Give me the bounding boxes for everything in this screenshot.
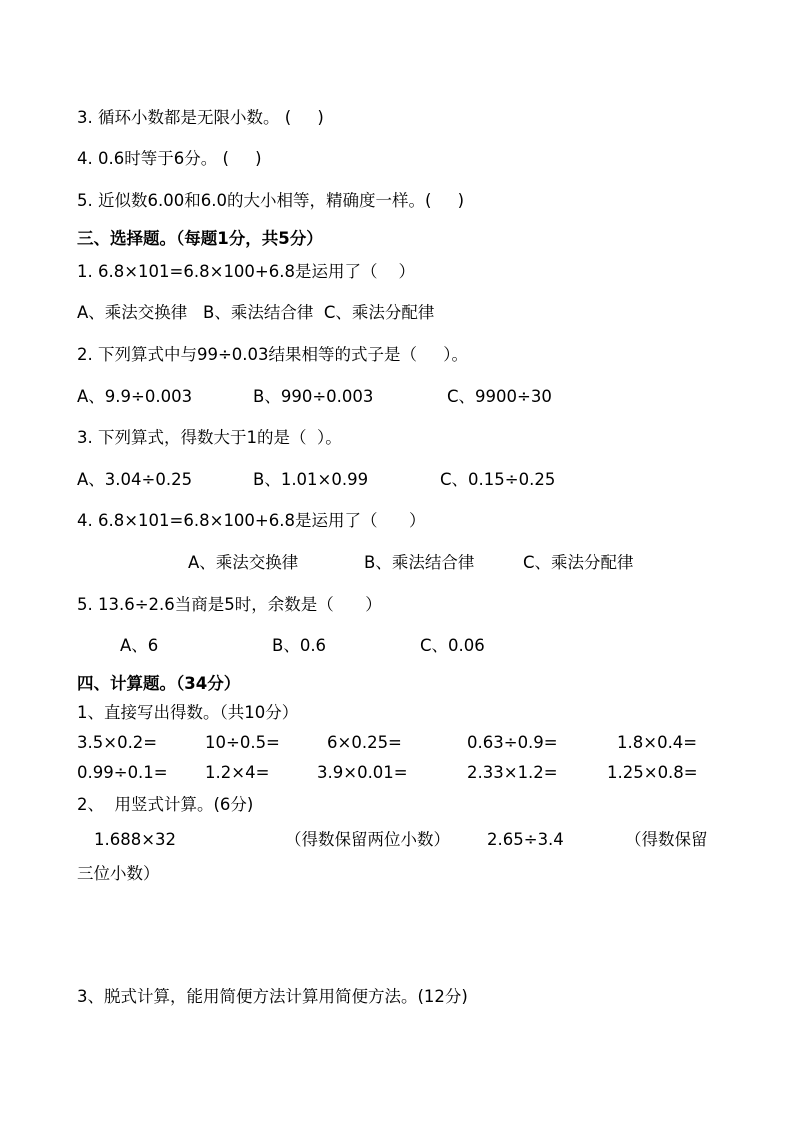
calc-heading: 四、计算题。（34分） bbox=[77, 674, 241, 693]
choice-q2: 2. 下列算式中与99÷0.03结果相等的式子是（ ）。 bbox=[77, 345, 469, 364]
choice-q3-option-b: B、1.01×0.99 bbox=[253, 470, 369, 489]
calc-row1-item5: 1.8×0.4= bbox=[617, 733, 698, 752]
judge-q3: 3. 循环小数都是无限小数。 ( ) bbox=[77, 108, 324, 127]
choice-q4: 4. 6.8×101=6.8×100+6.8是运用了（ ） bbox=[77, 511, 426, 530]
choice-q3-option-c: C、0.15÷0.25 bbox=[440, 470, 556, 489]
choice-q4-option-a: A、乘法交换律 bbox=[188, 553, 299, 572]
choice-q3-option-a: A、3.04÷0.25 bbox=[77, 470, 193, 489]
calc-row2-item3: 3.9×0.01= bbox=[317, 763, 408, 782]
choice-q5-option-b: B、0.6 bbox=[272, 636, 327, 655]
judge-q4: 4. 0.6时等于6分。 ( ) bbox=[77, 149, 262, 168]
choice-q1-options: A、乘法交换律 B、乘法结合律 C、乘法分配律 bbox=[77, 303, 435, 322]
calc-sub2: 2、 用竖式计算。(6分) bbox=[77, 795, 254, 814]
judge-q5: 5. 近似数6.00和6.0的大小相等，精确度一样。( ) bbox=[77, 191, 465, 210]
calc-row1-item2: 10÷0.5= bbox=[205, 733, 280, 752]
calc-row2-item5: 1.25×0.8= bbox=[607, 763, 698, 782]
calc-sub1: 1、直接写出得数。（共10分） bbox=[77, 703, 299, 722]
vertical-calc-2-note-cont: 三位小数） bbox=[77, 864, 160, 883]
calc-row2-item2: 1.2×4= bbox=[205, 763, 270, 782]
vertical-calc-1: 1.688×32 bbox=[94, 830, 177, 849]
choice-q1: 1. 6.8×101=6.8×100+6.8是运用了（ ） bbox=[77, 262, 415, 281]
calc-row2-item1: 0.99÷0.1= bbox=[77, 763, 168, 782]
choice-q2-option-b: B、990÷0.003 bbox=[253, 387, 374, 406]
choice-q5-option-a: A、6 bbox=[120, 636, 159, 655]
calc-sub3: 3、脱式计算，能用简便方法计算用简便方法。(12分) bbox=[77, 987, 468, 1006]
choice-q4-option-c: C、乘法分配律 bbox=[523, 553, 634, 572]
choice-q5: 5. 13.6÷2.6当商是5时，余数是（ ） bbox=[77, 595, 382, 614]
calc-row1-item3: 6×0.25= bbox=[327, 733, 402, 752]
choice-q5-option-c: C、0.06 bbox=[420, 636, 485, 655]
choice-q2-option-a: A、9.9÷0.003 bbox=[77, 387, 193, 406]
vertical-calc-2-note: （得数保留 bbox=[625, 830, 708, 849]
calc-row1-item1: 3.5×0.2= bbox=[77, 733, 158, 752]
calc-row2-item4: 2.33×1.2= bbox=[467, 763, 558, 782]
choice-heading: 三、选择题。（每题1分，共5分） bbox=[77, 229, 323, 248]
vertical-calc-1-note: （得数保留两位小数） bbox=[285, 830, 450, 849]
choice-q2-option-c: C、9900÷30 bbox=[447, 387, 552, 406]
vertical-calc-2: 2.65÷3.4 bbox=[487, 830, 564, 849]
choice-q3: 3. 下列算式，得数大于1的是（ ）。 bbox=[77, 428, 342, 447]
choice-q4-option-b: B、乘法结合律 bbox=[364, 553, 475, 572]
calc-row1-item4: 0.63÷0.9= bbox=[467, 733, 558, 752]
